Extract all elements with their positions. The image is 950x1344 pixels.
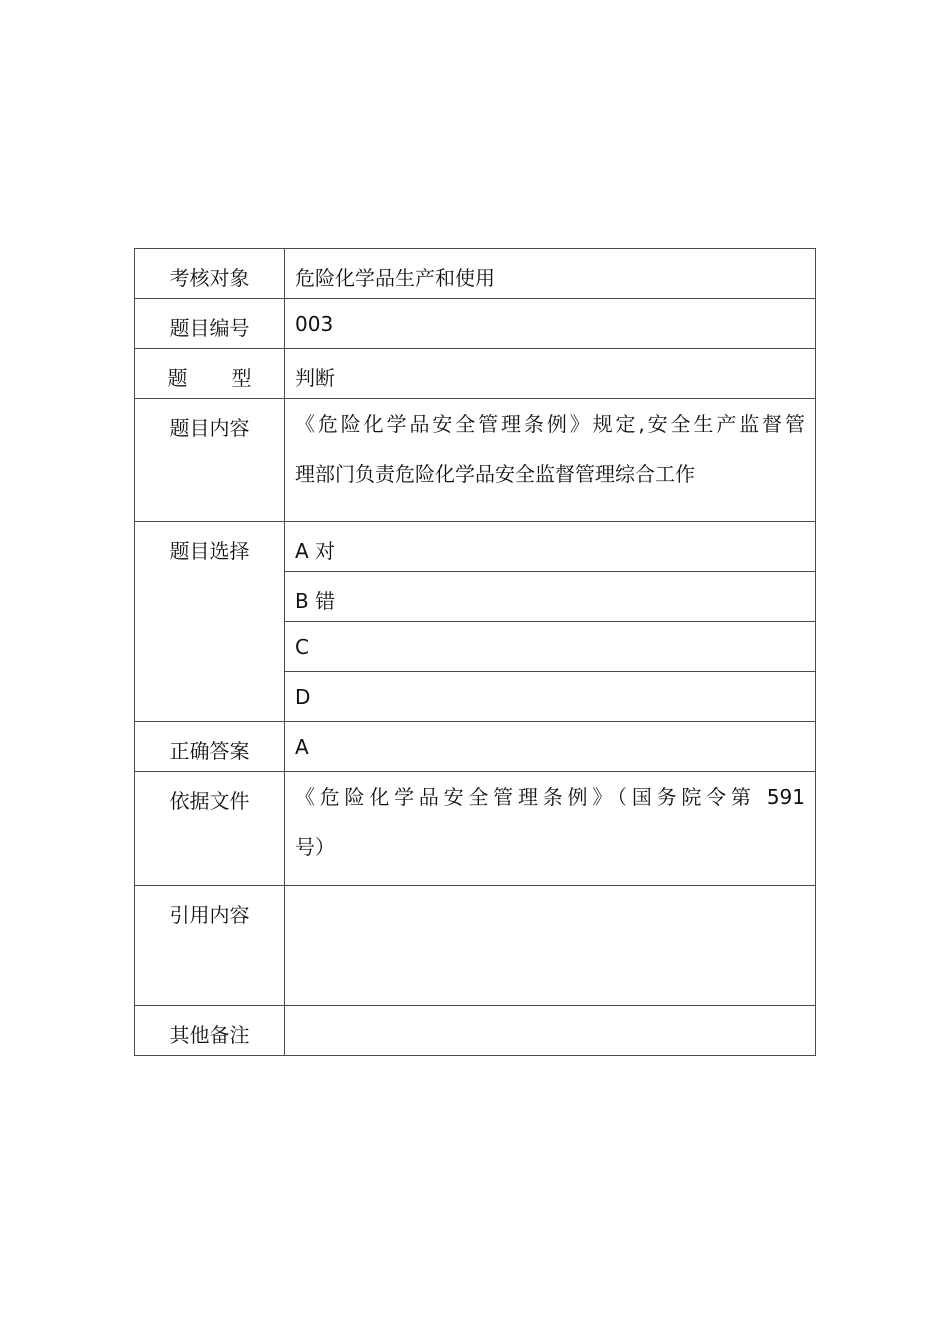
- remarks-label: 其他备注: [135, 1006, 285, 1056]
- row-remarks: [135, 1006, 816, 1056]
- row-choices: [135, 522, 816, 572]
- choice-option-a: A 对: [285, 522, 816, 572]
- exam-target-value: 危险化学品生产和使用: [285, 249, 816, 299]
- basis-value: [285, 772, 816, 886]
- answer-value: A: [285, 722, 816, 772]
- question-content-value: [285, 399, 816, 522]
- question-type-label: 题 型: [167, 366, 264, 390]
- choice-option-d: D: [285, 672, 816, 722]
- question-form-table: [134, 248, 816, 1056]
- choice-option-b: B 错: [285, 572, 816, 622]
- row-answer: [135, 722, 816, 772]
- basis-line-2: 号）: [295, 835, 335, 859]
- question-content-label: 题目内容: [135, 399, 285, 522]
- cited-value: [285, 886, 816, 1006]
- basis-line-1: 《危险化学品安全管理条例》（国务院令第 591: [295, 785, 805, 809]
- basis-label: 依据文件: [135, 772, 285, 886]
- row-basis: [135, 772, 816, 886]
- row-question-type: [135, 349, 816, 399]
- question-type-value: 判断: [285, 349, 816, 399]
- row-cited: [135, 886, 816, 1006]
- question-type-label-cell: [135, 349, 285, 399]
- question-content-line-2: 理部门负责危险化学品安全监督管理综合工作: [295, 462, 695, 486]
- question-no-label: 题目编号: [135, 299, 285, 349]
- remarks-value: [285, 1006, 816, 1056]
- answer-label: 正确答案: [135, 722, 285, 772]
- exam-target-label: 考核对象: [135, 249, 285, 299]
- question-content-line-1: 《危险化学品安全管理条例》规定,安全生产监督管: [295, 412, 805, 436]
- question-no-value: 003: [285, 299, 816, 349]
- row-question-no: [135, 299, 816, 349]
- row-exam-target: [135, 249, 816, 299]
- choice-option-c: C: [285, 622, 816, 672]
- row-question-content: [135, 399, 816, 522]
- choices-label: 题目选择: [135, 522, 285, 722]
- cited-label: 引用内容: [135, 886, 285, 1006]
